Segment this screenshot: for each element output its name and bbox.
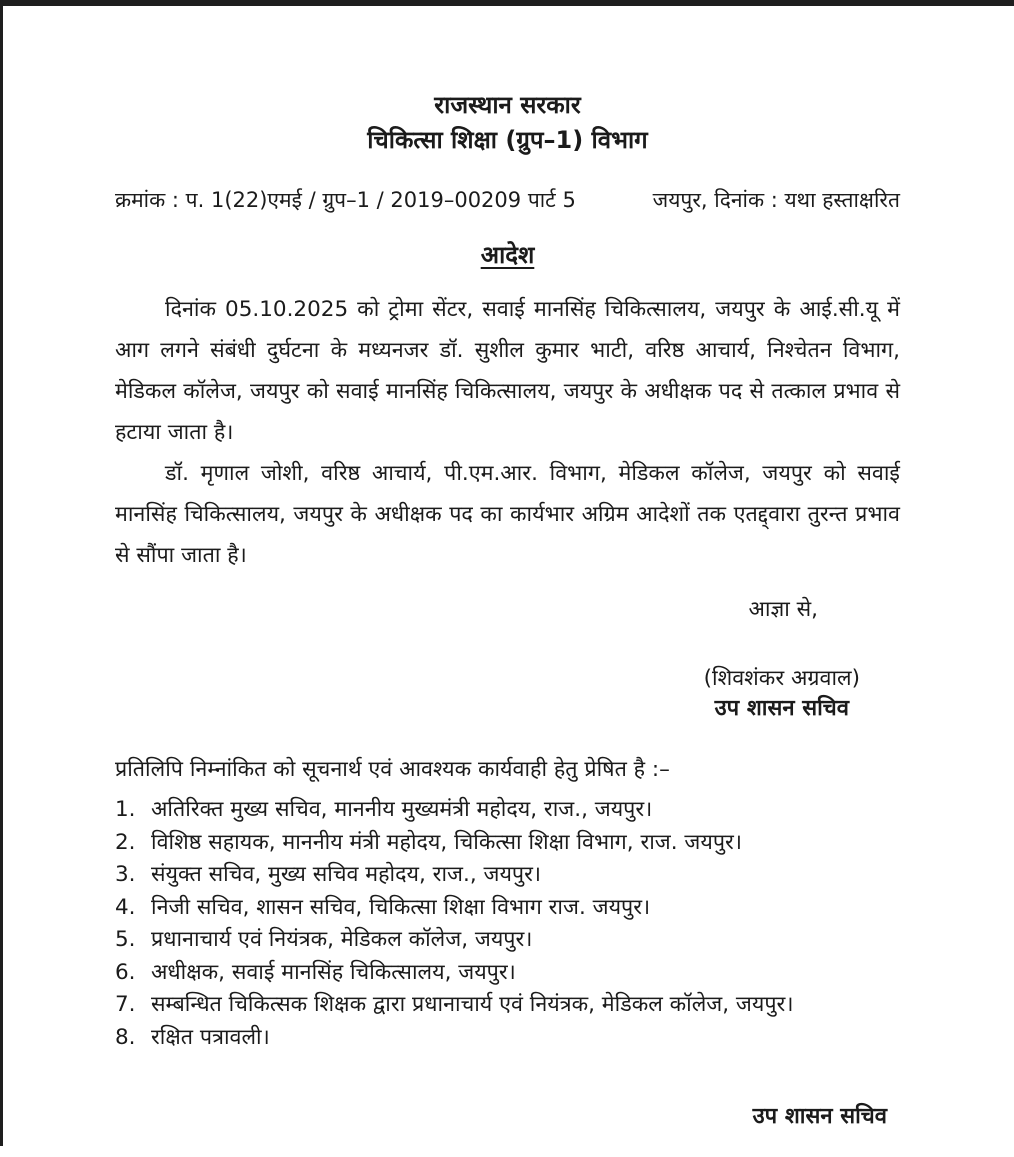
list-item-number: 1. bbox=[115, 797, 136, 822]
footer-signatory-title: उप शासन सचिव bbox=[752, 1104, 887, 1129]
list-item-number: 6. bbox=[115, 959, 136, 985]
list-item-number: 7. bbox=[115, 992, 136, 1017]
order-paragraph-1: दिनांक 05.10.2025 को ट्रोमा सेंटर, सवाई मानसिंह चिकित्सालय, जयपुर के आई.सी.यू में आग लगने संबंधी दुर्घटना के मध्यनजर डॉ. सुशील कुमार भाटी, वरिष्ठ आचार्य, निश्चेतन विभाग, मेडिकल कॉलेज, जयपुर को सवाई मानसिंह चिकित्सालय, जयपुर के अधीक्षक पद से तत्काल प्रभाव से हटाया जाता है। bbox=[115, 297, 900, 445]
list-item-text: अधीक्षक, सवाई मानसिंह चिकित्सालय, जयपुर। bbox=[151, 959, 516, 985]
list-item-text: संयुक्त सचिव, मुख्य सचिव महोदय, राज., जयपुर। bbox=[151, 862, 542, 887]
list-item-number: 3. bbox=[115, 862, 136, 887]
recipient-list bbox=[115, 794, 900, 1054]
list-item-text: निजी सचिव, शासन सचिव, चिकित्सा शिक्षा विभाग राज. जयपुर। bbox=[151, 894, 651, 920]
list-item bbox=[115, 924, 900, 957]
list-item bbox=[115, 989, 900, 1022]
list-item-number: 2. bbox=[115, 829, 136, 855]
reference-line bbox=[115, 186, 900, 214]
list-item bbox=[115, 1022, 900, 1055]
list-item-text: विशिष्ठ सहायक, माननीय मंत्री महोदय, चिकित्सा शिक्षा विभाग, राज. जयपुर। bbox=[151, 829, 743, 855]
signature-block bbox=[704, 664, 860, 724]
list-item-text: रक्षित पत्रावली। bbox=[151, 1024, 270, 1050]
list-item-number: 5. bbox=[115, 927, 136, 952]
signatory-title: उप शासन सचिव bbox=[714, 696, 850, 721]
order-title-wrap bbox=[115, 238, 900, 271]
list-item-text: प्रधानाचार्य एवं नियंत्रक, मेडिकल कॉलेज, जयपुर। bbox=[151, 927, 533, 952]
list-item-text: अतिरिक्त मुख्य सचिव, माननीय मुख्यमंत्री महोदय, राज., जयपुर। bbox=[151, 797, 653, 822]
government-name: राजस्थान सरकार bbox=[434, 91, 581, 119]
list-item bbox=[115, 827, 900, 860]
department-name: चिकित्सा शिक्षा (ग्रुप–1) विभाग bbox=[367, 126, 648, 154]
signatory-name: (शिवशंकर अग्रवाल) bbox=[703, 666, 860, 691]
place-and-date: जयपुर, दिनांक : यथा हस्ताक्षरित bbox=[652, 188, 900, 212]
order-paragraph-2: डॉ. मृणाल जोशी, वरिष्ठ आचार्य, पी.एम.आर. विभाग, मेडिकल कॉलेज, जयपुर को सवाई मानसिंह चिकित्सालय, जयपुर के अधीक्षक पद का कार्यभार अग्रिम आदेशों तक एतद्द्वारा तुरन्त प्रभाव से सौंपा जाता है। bbox=[115, 461, 900, 568]
by-order-line: आज्ञा से, bbox=[748, 597, 818, 622]
reference-number: क्रमांक : प. 1(22)एमई / ग्रुप–1 / 2019–00209 पार्ट 5 bbox=[115, 188, 576, 212]
list-item bbox=[115, 892, 900, 925]
document-header bbox=[115, 88, 900, 158]
list-item-number: 8. bbox=[115, 1024, 136, 1050]
list-item bbox=[115, 957, 900, 990]
list-item bbox=[115, 859, 900, 892]
order-title: आदेश bbox=[480, 241, 535, 269]
list-item-number: 4. bbox=[115, 894, 136, 920]
list-item-text: सम्बन्धित चिकित्सक शिक्षक द्वारा प्रधानाचार्य एवं नियंत्रक, मेडिकल कॉलेज, जयपुर। bbox=[151, 992, 794, 1017]
copy-forward-line: प्रतिलिपि निम्नांकित को सूचनार्थ एवं आवश्यक कार्यवाही हेतु प्रेषित है :– bbox=[115, 757, 670, 782]
list-item bbox=[115, 794, 900, 827]
